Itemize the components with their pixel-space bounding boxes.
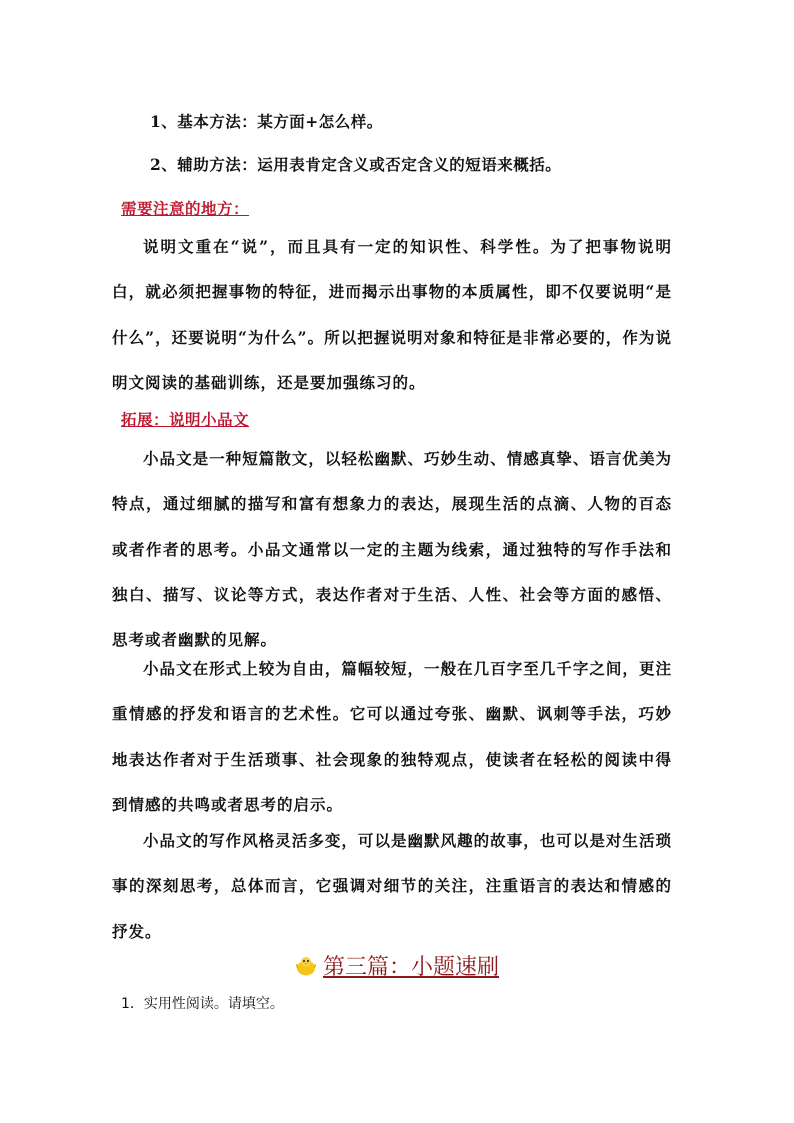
chick-icon — [295, 956, 317, 982]
notes-paragraph: 说明文重在“说”，而且具有一定的知识性、科学性。为了把事物说明白，就必须把握事物的特征，进而揭示出事物的本质属性，即不仅要说明“是什么”，还要说明“为什么”。所以把握说明对象和特征是非常必要的，作为说明文阅读的基础训练，还是要加强练习的。 — [112, 237, 672, 392]
question-1: 1．实用性阅读。请填空。 — [121, 996, 284, 1012]
auxiliary-method-line: 2、辅助方法：运用表肯定含义或否定含义的短语来概括。 — [150, 155, 562, 174]
extension-paragraph-2: 小品文在形式上较为自由，篇幅较短，一般在几百字至几千字之间，更注重情感的抒发和语言的艺术性。它可以通过夸张、幽默、讽刺等手法，巧妙地表达作者对于生活琐事、社会现象的独特观点，使读者在轻松的阅读中得到情感的共鸣或者思考的启示。 — [112, 659, 672, 814]
notes-heading: 需要注意的地方： — [121, 199, 250, 218]
section-title — [0, 950, 794, 982]
basic-method-line: 1、基本方法：某方面+怎么样。 — [150, 112, 383, 131]
extension-paragraph-3: 小品文的写作风格灵活多变，可以是幽默风趣的故事，也可以是对生活琐事的深刻思考，总体而言，它强调对细节的关注，注重语言的表达和情感的抒发。 — [112, 831, 672, 941]
extension-paragraph-1: 小品文是一种短篇散文，以轻松幽默、巧妙生动、情感真挚、语言优美为特点，通过细腻的描写和富有想象力的表达，展现生活的点滴、人物的百态或者作者的思考。小品文通常以一定的主题为线索，通过独特的写作手法和独白、描写、议论等方式，表达作者对于生活、人性、社会等方面的感悟、思考或者幽默的见解。 — [112, 449, 672, 650]
section-title-text: 第三篇：小题速刷 — [322, 955, 499, 980]
extension-heading: 拓展：说明小品文 — [121, 410, 250, 429]
